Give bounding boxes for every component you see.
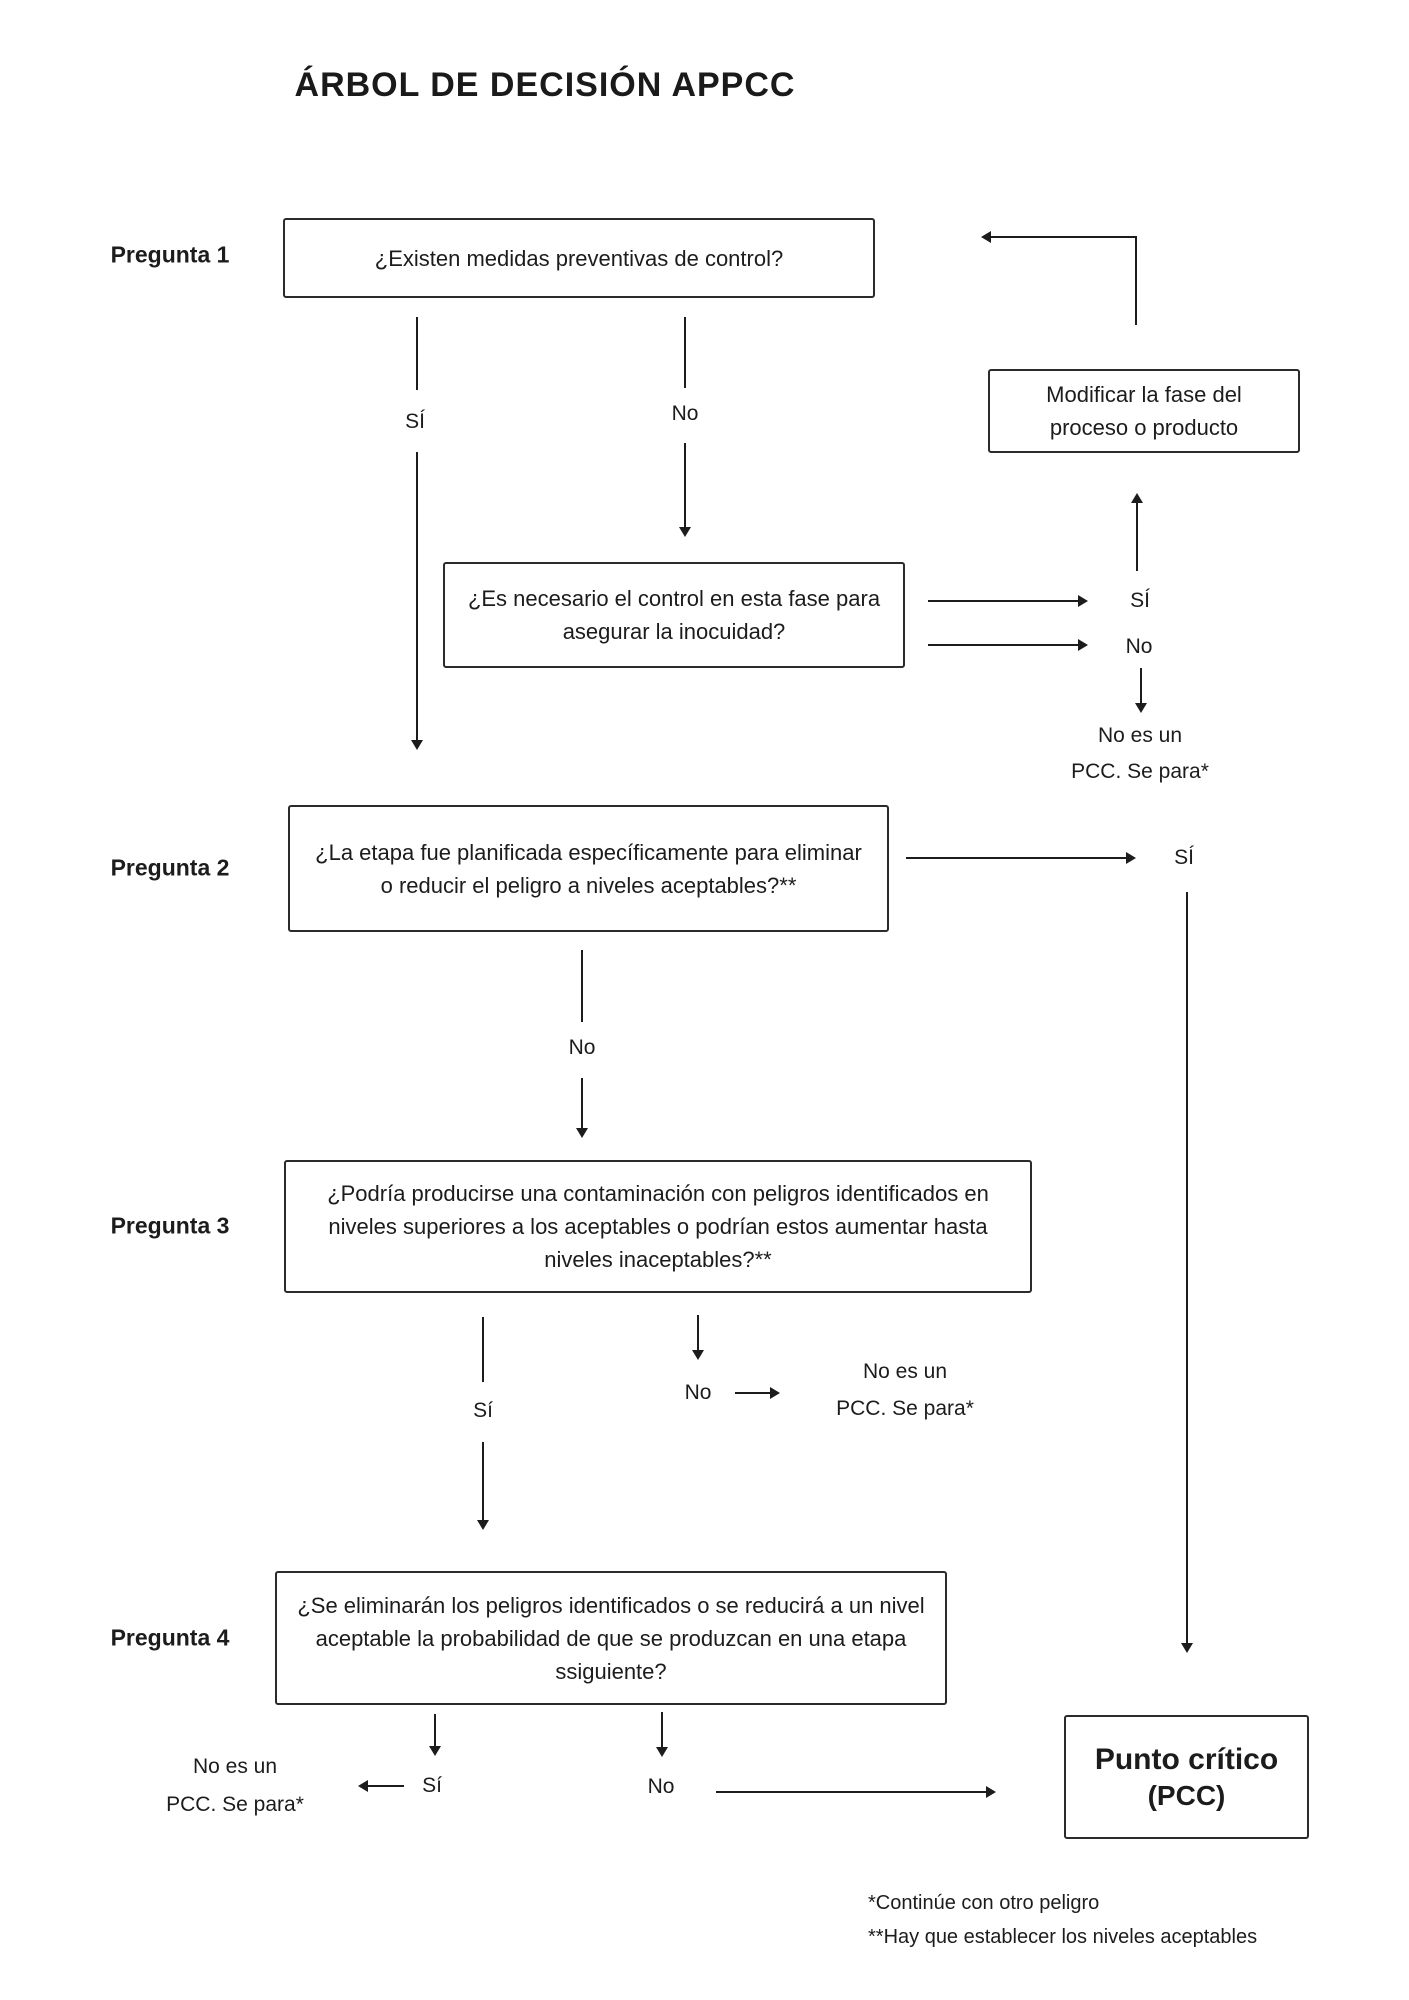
q3-no-label: No	[684, 1381, 712, 1404]
node-question-1: ¿Existen medidas preventivas de control?	[283, 218, 875, 298]
connector-ctl-no-down-line	[1140, 668, 1142, 703]
connector-q4-si-hline	[368, 1785, 404, 1787]
connector-modify-return-vline	[1135, 237, 1137, 325]
question-4-label: Pregunta 4	[110, 1624, 230, 1651]
arrowhead-right-icon	[1078, 595, 1088, 607]
q1-no-label: No	[671, 402, 699, 425]
node-critical-point	[1064, 1715, 1309, 1839]
connector-q4-no-hline	[716, 1791, 986, 1793]
arrowhead-down-icon	[692, 1350, 704, 1360]
node-modify-process: Modificar la fase del proceso o producto	[988, 369, 1300, 453]
footnote-2: **Hay que establecer los niveles aceptables	[868, 1926, 1258, 1948]
connector-q3-no-hline	[735, 1392, 770, 1394]
connector-q1-si-line	[416, 317, 418, 390]
not-pcc-text-line1: No es un	[192, 1755, 278, 1778]
arrowhead-left-icon	[358, 1780, 368, 1792]
pcc-title: Punto crítico	[1094, 1743, 1279, 1777]
connector-q3-si-line2	[482, 1442, 484, 1520]
connector-q4-si-line	[434, 1714, 436, 1746]
arrowhead-up-icon	[1131, 493, 1143, 503]
arrowhead-down-icon	[477, 1520, 489, 1530]
arrowhead-down-icon	[1181, 1643, 1193, 1653]
connector-q2-si-line	[906, 857, 1126, 859]
node-control-needed: ¿Es necesario el control en esta fase para asegurar la inocuidad?	[443, 562, 905, 668]
question-2-label: Pregunta 2	[110, 854, 230, 881]
arrowhead-down-icon	[576, 1128, 588, 1138]
pcc-subtitle: (PCC)	[1147, 1779, 1226, 1811]
arrowhead-down-icon	[1135, 703, 1147, 713]
arrowhead-down-icon	[411, 740, 423, 750]
not-pcc-text-line2: PCC. Se para*	[836, 1397, 974, 1420]
arrowhead-right-icon	[1078, 639, 1088, 651]
question-1-label: Pregunta 1	[110, 241, 230, 268]
arrowhead-right-icon	[770, 1387, 780, 1399]
connector-modify-return-hline	[991, 236, 1137, 238]
ctl-si-label: SÍ	[1130, 589, 1150, 612]
arrowhead-right-icon	[986, 1786, 996, 1798]
node-question-3: ¿Podría producirse una contaminación con peligros identificados en niveles superiores a los aceptables o podrían estos aumentar hasta niveles inaceptables?**	[284, 1160, 1032, 1293]
q4-no-label: No	[647, 1775, 675, 1798]
arrowhead-left-icon	[981, 231, 991, 243]
connector-q1-no-line2	[684, 443, 686, 527]
connector-q2-no-line	[581, 950, 583, 1022]
node-question-2: ¿La etapa fue planificada específicamente para eliminar o reducir el peligro a niveles aceptables?**	[288, 805, 889, 932]
q2-si-label: SÍ	[1174, 846, 1194, 869]
connector-q2-no-line2	[581, 1078, 583, 1128]
q4-si-label: Sí	[422, 1774, 442, 1797]
not-pcc-text-line1: No es un	[1097, 724, 1183, 747]
connector-q1-si-line2	[416, 452, 418, 740]
q2-no-label: No	[568, 1036, 596, 1059]
arrowhead-down-icon	[679, 527, 691, 537]
connector-q1-no-line	[684, 317, 686, 388]
connector-q2-si-long-line	[1186, 892, 1188, 1643]
not-pcc-text-line1: No es un	[862, 1360, 948, 1383]
connector-q4-no-line	[661, 1712, 663, 1747]
connector-ctl-no-line	[928, 644, 1078, 646]
footnote-1: *Continúe con otro peligro	[868, 1892, 1100, 1914]
not-pcc-text-line2: PCC. Se para*	[166, 1793, 304, 1816]
ctl-no-label: No	[1125, 635, 1153, 658]
q3-si-label: Sí	[473, 1399, 493, 1422]
q1-si-label: SÍ	[405, 410, 425, 433]
node-question-4: ¿Se eliminarán los peligros identificados o se reducirá a un nivel aceptable la probabilidad de que se produzcan en una etapa ssiguiente?	[275, 1571, 947, 1705]
connector-q3-no-line	[697, 1315, 699, 1350]
connector-si-up-line	[1136, 503, 1138, 571]
arrowhead-right-icon	[1126, 852, 1136, 864]
connector-ctl-si-line	[928, 600, 1078, 602]
connector-q3-si-line	[482, 1317, 484, 1382]
arrowhead-down-icon	[656, 1747, 668, 1757]
question-3-label: Pregunta 3	[110, 1212, 230, 1239]
arrowhead-down-icon	[429, 1746, 441, 1756]
not-pcc-text-line2: PCC. Se para*	[1071, 760, 1209, 783]
page-title: ÁRBOL DE DECISIÓN APPCC	[294, 66, 796, 104]
